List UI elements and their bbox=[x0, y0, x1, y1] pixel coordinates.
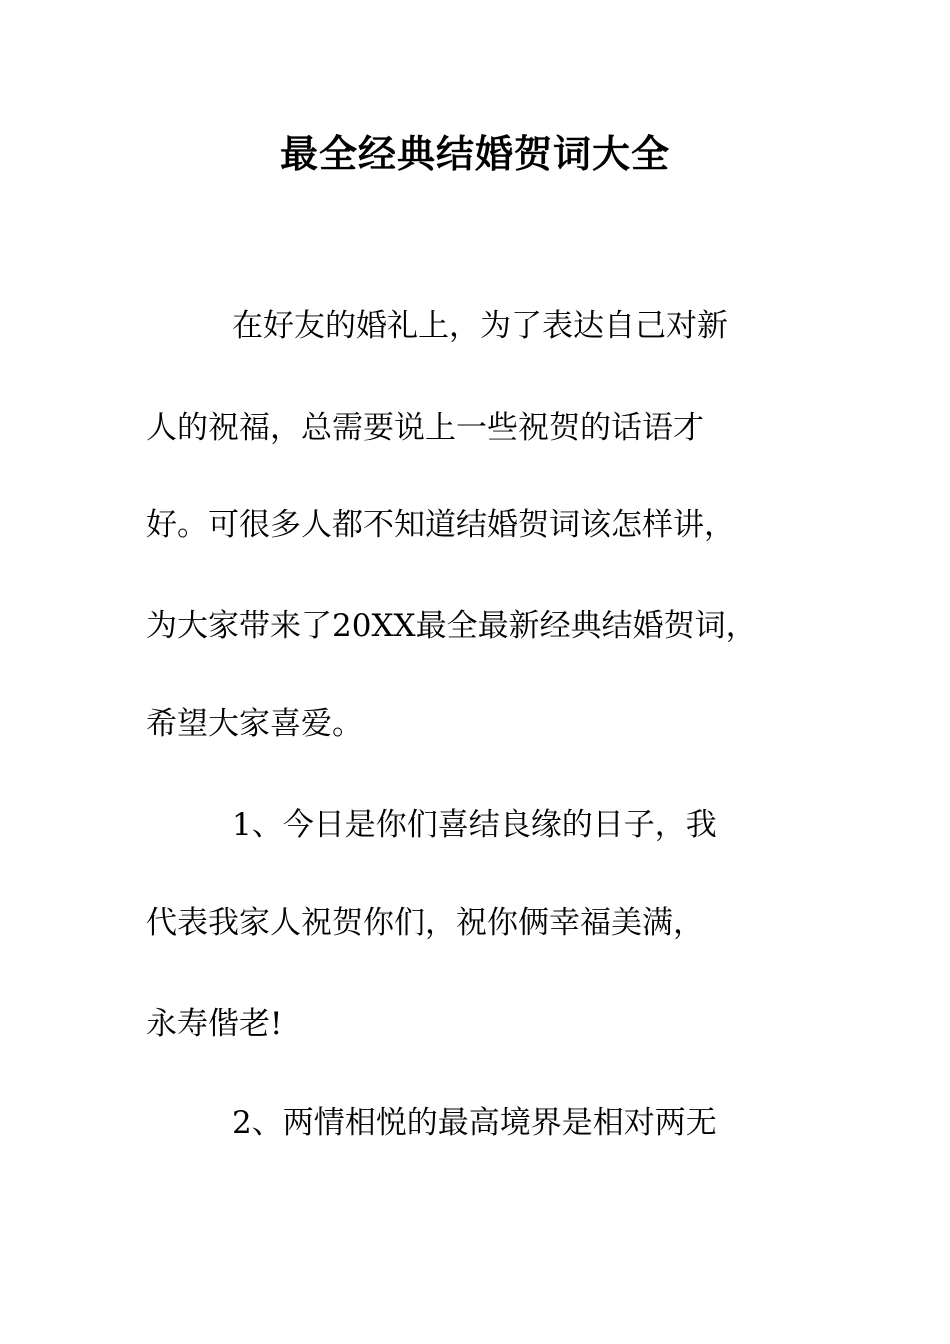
paragraph-line: 1、今日是你们喜结良缘的日子，我 bbox=[232, 807, 717, 843]
paragraph-line: 在好友的婚礼上，为了表达自己对新 bbox=[232, 308, 728, 344]
paragraph-line: 好。可很多人都不知道结婚贺词该怎样讲， bbox=[146, 507, 735, 543]
paragraph-line: 希望大家喜爱。 bbox=[146, 706, 363, 742]
paragraph-line: 永寿偕老! bbox=[146, 1006, 283, 1042]
paragraph-line: 人的祝福，总需要说上一些祝贺的话语才 bbox=[146, 410, 704, 446]
paragraph-line: 为大家带来了20XX最全最新经典结婚贺词， bbox=[146, 608, 757, 644]
document-title: 最全经典结婚贺词大全 bbox=[279, 132, 670, 176]
paragraph-line: 2、两情相悦的最高境界是相对两无 bbox=[232, 1105, 717, 1141]
paragraph-line: 代表我家人祝贺你们，祝你俩幸福美满， bbox=[146, 905, 704, 941]
